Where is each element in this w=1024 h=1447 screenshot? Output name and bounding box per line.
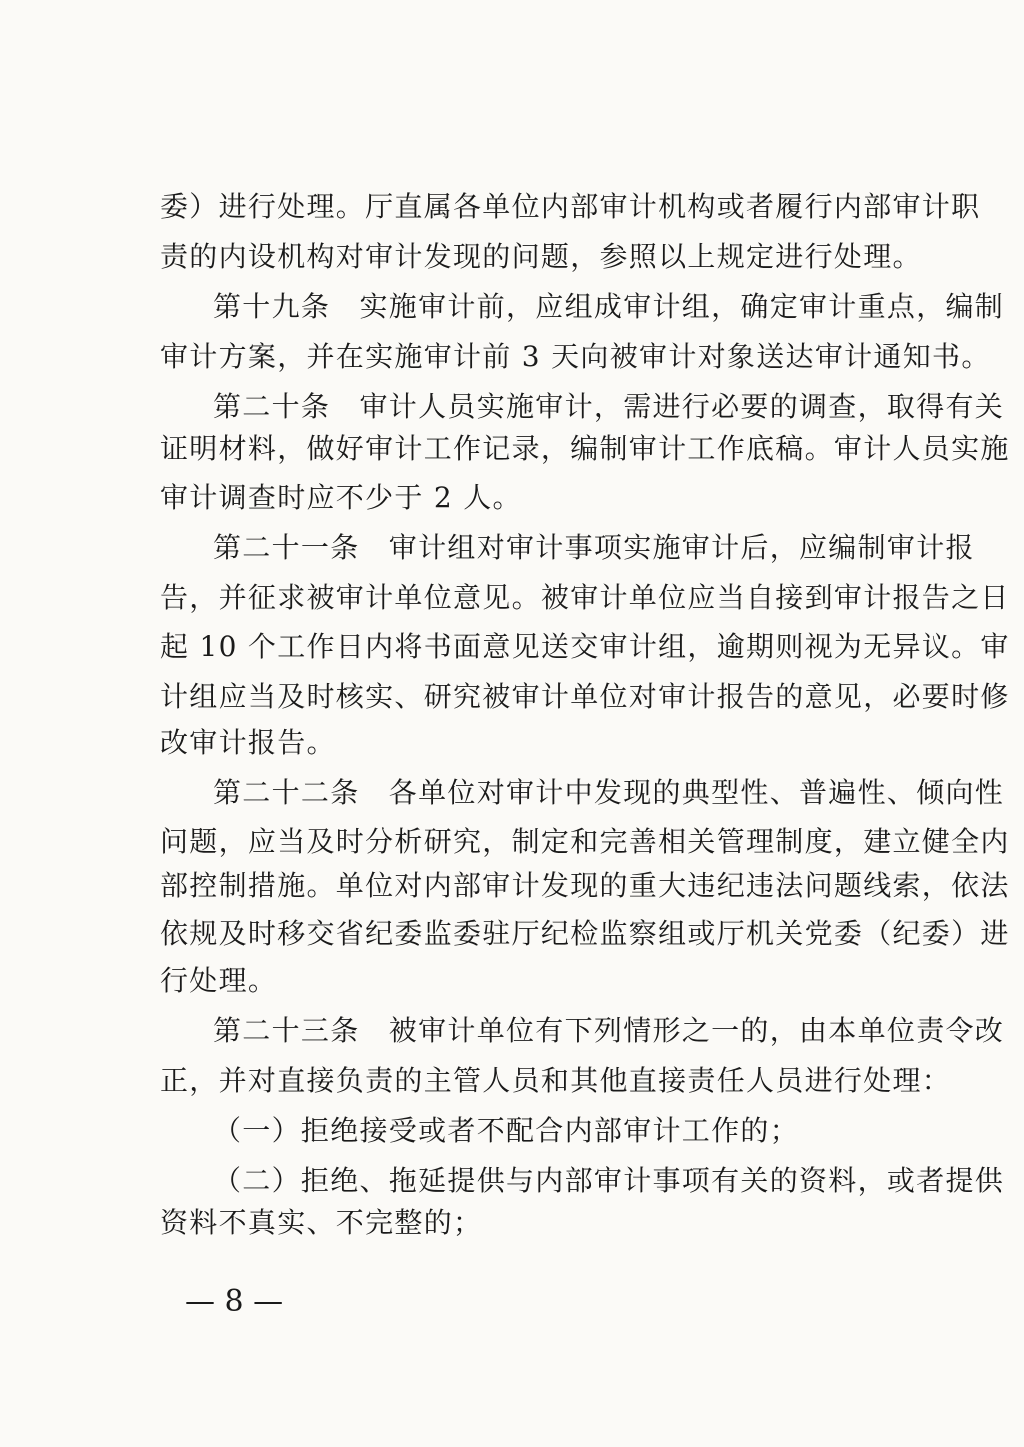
- text-line-6: 证明材料，做好审计工作记录，编制审计工作底稿。审计人员实施: [160, 432, 1010, 465]
- article-23-heading-line: 第二十三条 被审计单位有下列情形之一的，由本单位责令改: [213, 1014, 1005, 1047]
- text-line-9: 告，并征求被审计单位意见。被审计单位应当自接到审计报告之日: [160, 581, 1010, 614]
- article-19-heading-line: 第十九条 实施审计前，应组成审计组，确定审计重点，编制: [213, 290, 1005, 323]
- text-line-10: 起 10 个工作日内将书面意见送交审计组，逾期则视为无异议。审: [160, 630, 1010, 663]
- text-line-19: 正，并对直接负责的主管人员和其他直接责任人员进行处理：: [160, 1064, 952, 1097]
- article-21-heading-line: 第二十一条 审计组对审计事项实施审计后，应编制审计报: [213, 531, 975, 564]
- text-line-11: 计组应当及时核实、研究被审计单位对审计报告的意见，必要时修: [160, 680, 1010, 713]
- text-line-7: 审计调查时应不少于 2 人。: [160, 481, 522, 514]
- text-line-15: 部控制措施。单位对内部审计发现的重大违纪违法问题线索，依法: [160, 869, 1010, 902]
- list-item-1: （一）拒绝接受或者不配合内部审计工作的；: [213, 1114, 800, 1147]
- text-line-16: 依规及时移交省纪委监委驻厅纪检监察组或厅机关党委（纪委）进: [160, 917, 1010, 950]
- article-20-heading-line: 第二十条 审计人员实施审计，需进行必要的调查，取得有关: [213, 390, 1005, 423]
- text-line-22: 资料不真实、不完整的；: [160, 1206, 483, 1239]
- text-line-12: 改审计报告。: [160, 726, 336, 759]
- text-line-14: 问题，应当及时分析研究，制定和完善相关管理制度，建立健全内: [160, 825, 1010, 858]
- article-22-heading-line: 第二十二条 各单位对审计中发现的典型性、普遍性、倾向性: [213, 776, 1005, 809]
- text-line-17: 行处理。: [160, 964, 278, 997]
- text-line-1: 委）进行处理。厅直属各单位内部审计机构或者履行内部审计职: [160, 190, 981, 223]
- page-number: — 8 —: [185, 1284, 284, 1319]
- list-item-2: （二）拒绝、拖延提供与内部审计事项有关的资料，或者提供: [213, 1164, 1005, 1197]
- text-line-4: 审计方案，并在实施审计前 3 天向被审计对象送达审计通知书。: [160, 340, 991, 373]
- text-line-2: 责的内设机构对审计发现的问题，参照以上规定进行处理。: [160, 240, 922, 273]
